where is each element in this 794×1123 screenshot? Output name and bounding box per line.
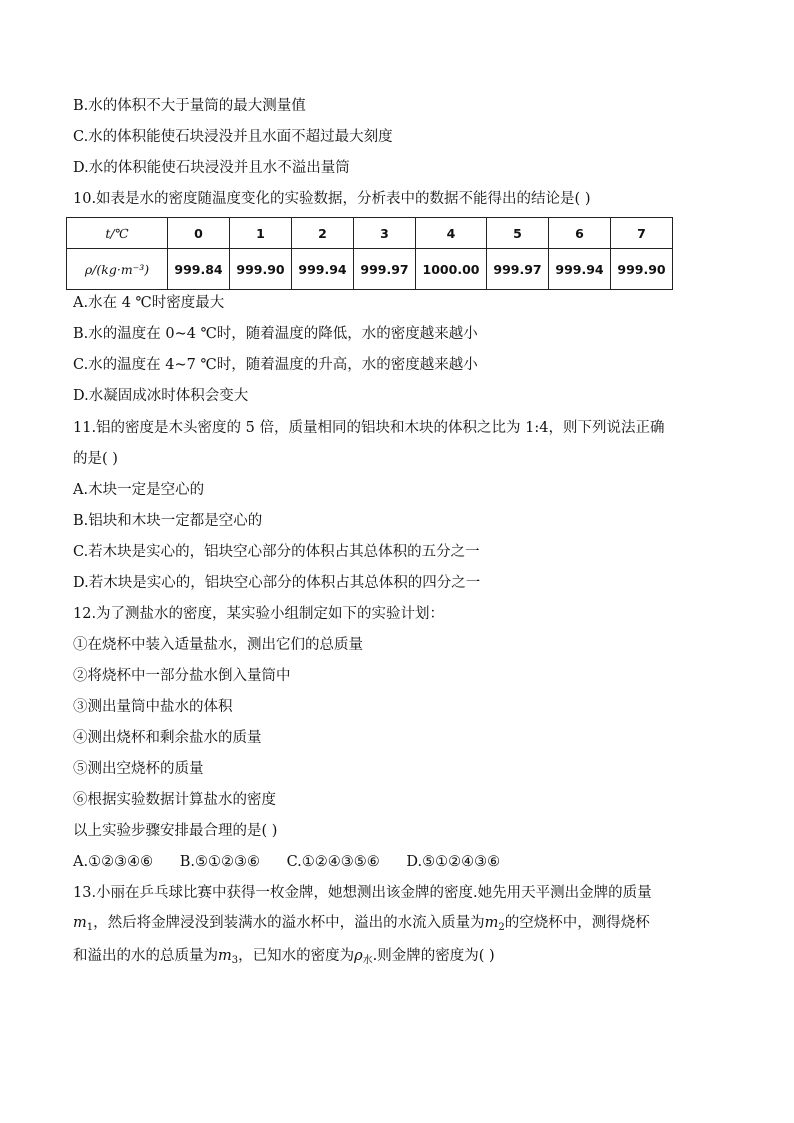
q13-stem-line1: 13.小丽在乒乓球比赛中获得一枚金牌，她想测出该金牌的密度.她先用天平测出金牌的质量 — [73, 885, 652, 901]
q11-stem-line2: 的是( ) — [73, 451, 118, 467]
table-cell: 6 — [549, 218, 611, 249]
table-row-temperature — [67, 218, 673, 249]
q12-step-4: ④测出烧杯和剩余盐水的质量 — [73, 730, 262, 746]
table-row-density — [67, 249, 673, 290]
q11-option-a: A.木块一定是空心的 — [73, 482, 205, 498]
q12-option-b: B.⑤①②③⑥ — [179, 854, 260, 870]
table-cell: 1 — [230, 218, 292, 249]
q11-stem-line1: 11.铝的密度是木头密度的 5 倍，质量相同的铝块和木块的体积之比为 1:4，则下列说法正确 — [73, 420, 665, 436]
table-cell: 2 — [292, 218, 354, 249]
table-cell: 999.97 — [354, 249, 416, 290]
q12-question: 以上实验步骤安排最合理的是( ) — [73, 823, 278, 839]
q10-stem: 10.如表是水的密度随温度变化的实验数据，分析表中的数据不能得出的结论是( ) — [73, 191, 591, 207]
q10-option-a: A.水在 4 ℃时密度最大 — [73, 295, 225, 311]
q9-option-d: D.水的体积能使石块浸没并且水不溢出量筒 — [73, 160, 350, 176]
q11-option-b: B.铝块和木块一定都是空心的 — [73, 513, 263, 529]
table-cell: 999.90 — [611, 249, 673, 290]
q12-options — [73, 852, 500, 872]
q11-option-d: D.若木块是实心的，铝块空心部分的体积占其总体积的四分之一 — [73, 575, 481, 591]
q9-option-c: C.水的体积能使石块浸没并且水面不超过最大刻度 — [73, 129, 393, 145]
q12-stem: 12.为了测盐水的密度，某实验小组制定如下的实验计划： — [73, 606, 445, 622]
table-cell: 999.84 — [168, 249, 230, 290]
mass-symbol: m — [73, 915, 87, 931]
q13-stem-line2: $m_1$，然后将金牌浸没到装满水的溢水杯中，溢出的水流入质量为$m_2$的空烧杯中，测得烧杯 — [73, 915, 650, 933]
density-table — [66, 217, 673, 290]
q10-option-d: D.水凝固成冰时体积会变大 — [73, 388, 249, 404]
q12-step-6: ⑥根据实验数据计算盐水的密度 — [73, 792, 276, 808]
q12-option-d: D.⑤①②④③⑥ — [406, 854, 501, 870]
q9-option-b: B.水的体积不大于量筒的最大测量值 — [73, 98, 306, 114]
table-cell: 999.94 — [549, 249, 611, 290]
table-cell: 7 — [611, 218, 673, 249]
q10-option-b: B.水的温度在 0~4 ℃时，随着温度的降低，水的密度越来越小 — [73, 326, 478, 342]
density-symbol: ρ — [354, 948, 363, 964]
q11-option-c: C.若木块是实心的，铝块空心部分的体积占其总体积的五分之一 — [73, 544, 480, 560]
q12-step-3: ③测出量筒中盐水的体积 — [73, 699, 233, 715]
q13-stem-line3: 和溢出的水的总质量为$m_3$，已知水的密度为$\rho_水$.则金牌的密度为( ) — [73, 948, 495, 966]
table-cell: 999.90 — [230, 249, 292, 290]
table-cell: 999.94 — [292, 249, 354, 290]
q12-step-2: ②将烧杯中一部分盐水倒入量筒中 — [73, 668, 291, 684]
table-cell: 5 — [487, 218, 549, 249]
table-header-temperature: t/℃ — [67, 218, 168, 249]
q12-step-5: ⑤测出空烧杯的质量 — [73, 761, 204, 777]
q12-option-a: A.①②③④⑥ — [73, 854, 154, 870]
table-cell: 4 — [416, 218, 487, 249]
table-header-density: ρ/(kg·m⁻³) — [67, 249, 168, 290]
q12-step-1: ①在烧杯中装入适量盐水，测出它们的总质量 — [73, 637, 363, 653]
table-cell: 0 — [168, 218, 230, 249]
table-cell: 3 — [354, 218, 416, 249]
q10-option-c: C.水的温度在 4~7 ℃时，随着温度的升高，水的密度越来越小 — [73, 357, 478, 373]
q12-option-c: C.①②④③⑤⑥ — [286, 854, 380, 870]
table-cell: 999.97 — [487, 249, 549, 290]
table-cell: 1000.00 — [416, 249, 487, 290]
